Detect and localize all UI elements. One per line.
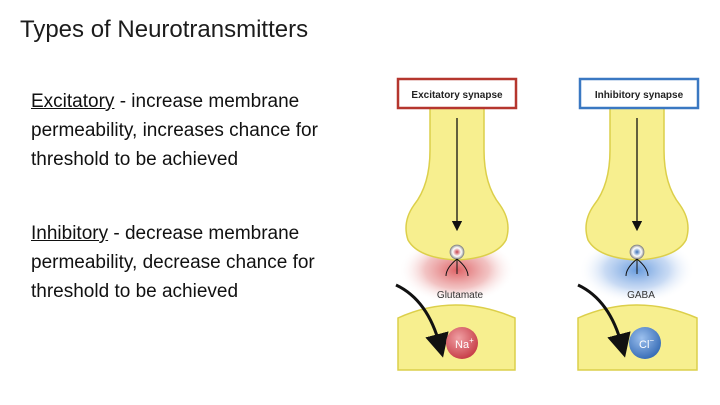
- inhibitory-line-1: - decrease membrane: [108, 223, 300, 244]
- excitatory-line-2: permeability, increases chance for: [31, 120, 318, 141]
- excitatory-synapse-label: Excitatory synapse: [411, 90, 503, 101]
- chloride-ion-label: Cl−: [639, 336, 655, 351]
- inhibitory-line-3: threshold to be achieved: [31, 281, 239, 302]
- excitatory-line-1: - increase membrane: [114, 91, 300, 112]
- gaba-label: GABA: [627, 290, 655, 301]
- excitatory-term: Excitatory: [31, 91, 115, 112]
- sodium-ion-label: Na+: [455, 336, 474, 351]
- inhibitory-line-2: permeability, decrease chance for: [31, 252, 315, 273]
- excitatory-line-3: threshold to be achieved: [31, 149, 239, 170]
- excitatory-vesicle: [450, 245, 464, 259]
- glutamate-label: Glutamate: [436, 290, 484, 301]
- inhibitory-term: Inhibitory: [31, 223, 109, 244]
- slide-title: Types of Neurotransmitters: [20, 16, 309, 43]
- inhibitory-vesicle: [630, 245, 644, 259]
- excitatory-synapse-panel: [396, 79, 516, 370]
- inhibitory-synapse-label: Inhibitory synapse: [594, 90, 684, 101]
- inhibitory-synapse-panel: [578, 79, 698, 370]
